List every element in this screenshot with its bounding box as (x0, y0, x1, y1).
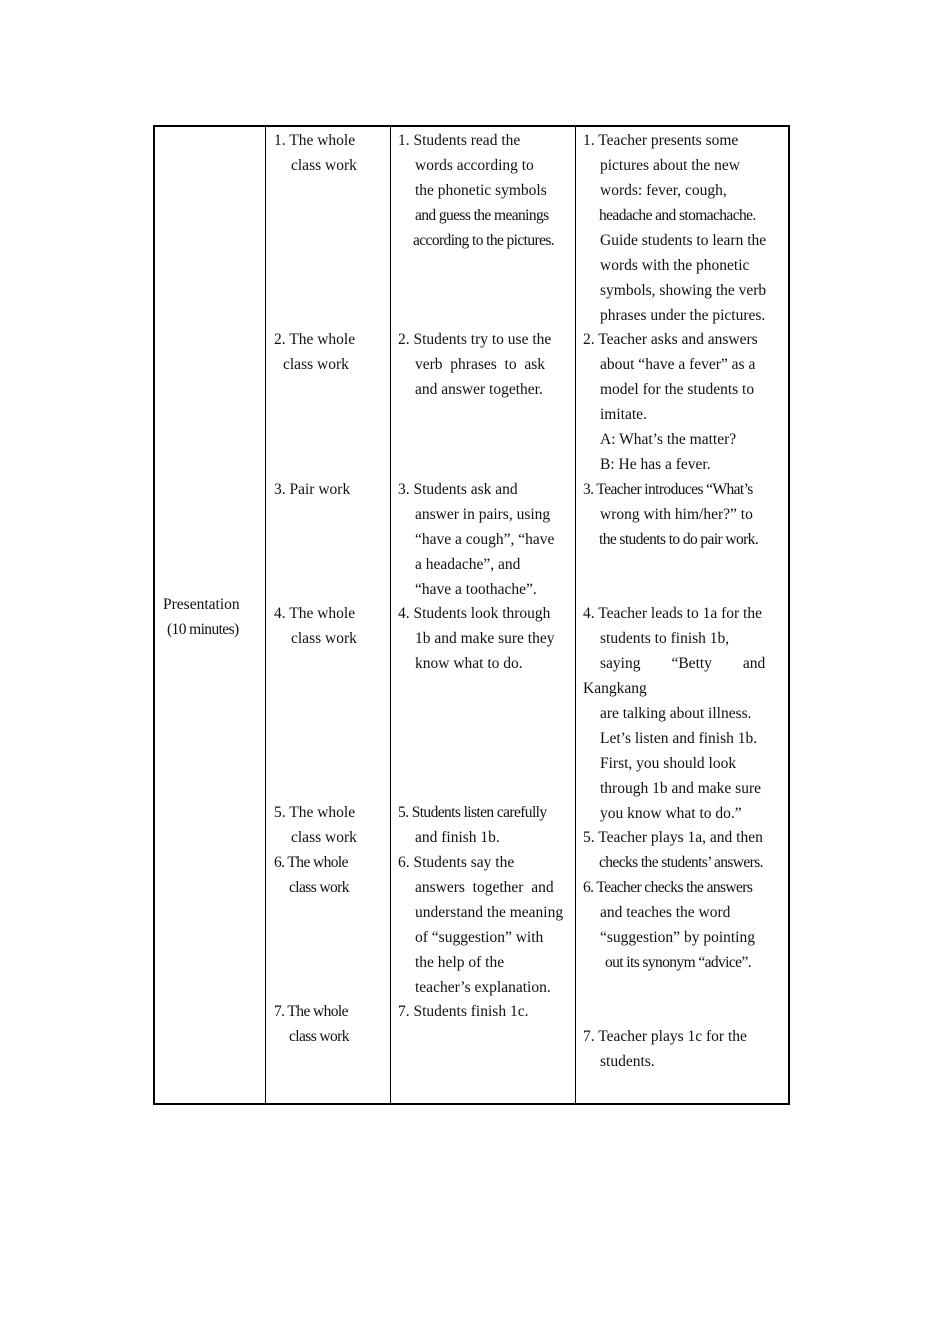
student-line: and guess the meanings (415, 207, 549, 224)
student-activity-cell (390, 127, 575, 1103)
student-line: 3. Students ask and (398, 481, 518, 498)
teacher-line: students to finish 1b, (600, 630, 730, 647)
student-line: a headache”, and (415, 556, 521, 573)
teacher-line: out its synonym “advice”. (605, 954, 751, 971)
teacher-line: 1. Teacher presents some (583, 132, 739, 149)
teacher-line: through 1b and make sure (600, 780, 761, 797)
teacher-line: imitate. (600, 406, 647, 423)
student-line: answer in pairs, using (415, 506, 551, 523)
teacher-line: pictures about the new (600, 157, 740, 174)
teacher-line: about “have a fever” as a (600, 356, 756, 373)
lesson-plan-table (153, 125, 790, 1105)
student-line: 4. Students look through (398, 605, 551, 622)
mode-3-line-1: 3. Pair work (274, 481, 351, 498)
student-line: understand the meaning (415, 904, 564, 921)
teacher-line: A: What’s the matter? (600, 431, 737, 448)
teacher-line: Guide students to learn the (600, 232, 767, 249)
student-line: verb phrases to ask (415, 356, 545, 373)
mode-1-line-1: 1. The whole (274, 132, 356, 149)
teacher-line: B: He has a fever. (600, 456, 711, 473)
teacher-activity-cell (575, 127, 790, 1103)
teacher-line: saying “Betty and (600, 655, 766, 672)
student-line: the phonetic symbols (415, 182, 547, 199)
teacher-line: wrong with him/her?” to (600, 506, 753, 523)
student-line: 7. Students finish 1c. (398, 1003, 529, 1020)
teacher-line: 5. Teacher plays 1a, and then (583, 829, 763, 846)
student-line: the help of the (415, 954, 505, 971)
student-line: 1. Students read the (398, 132, 521, 149)
student-line: of “suggestion” with (415, 929, 544, 946)
teacher-line: 3. Teacher introduces “What’s (583, 481, 753, 498)
student-line: answers together and (415, 879, 554, 896)
mode-7-line-1: 7. The whole (274, 1003, 348, 1020)
mode-2-line-1: 2. The whole (274, 331, 356, 348)
student-line: words according to (415, 157, 534, 174)
teacher-line: students. (600, 1053, 655, 1070)
mode-7-line-2: class work (289, 1028, 349, 1045)
student-line: according to the pictures. (413, 232, 555, 249)
student-line: and answer together. (415, 381, 543, 398)
teacher-line: are talking about illness. (600, 705, 752, 722)
mode-5-line-1: 5. The whole (274, 804, 356, 821)
student-line: 5. Students listen carefully (398, 804, 547, 821)
student-line: know what to do. (415, 655, 523, 672)
student-line: “have a toothache”. (415, 581, 537, 598)
stage-name: Presentation (163, 596, 240, 613)
mode-6-line-2: class work (289, 879, 349, 896)
teacher-line: 7. Teacher plays 1c for the (583, 1028, 747, 1045)
teacher-line: Let’s listen and finish 1b. (600, 730, 758, 747)
teacher-line: headache and stomachache. (599, 207, 756, 224)
teacher-line: model for the students to (600, 381, 755, 398)
student-line: “have a cough”, “have (415, 531, 555, 548)
teacher-line: “suggestion” by pointing (600, 929, 755, 946)
teacher-line: you know what to do.” (600, 805, 742, 822)
stage-cell (155, 127, 265, 1103)
stage-duration: (10 minutes) (167, 621, 239, 638)
teacher-line: Kangkang (583, 680, 647, 697)
mode-4-line-1: 4. The whole (274, 605, 356, 622)
teacher-line: 2. Teacher asks and answers (583, 331, 758, 348)
student-line: 1b and make sure they (415, 630, 555, 647)
mode-1-line-2: class work (291, 157, 357, 174)
teacher-line: 6. Teacher checks the answers (583, 879, 753, 896)
teacher-line: and teaches the word (600, 904, 731, 921)
student-line: 6. Students say the (398, 854, 515, 871)
teacher-line: First, you should look (600, 755, 737, 772)
student-line: and finish 1b. (415, 829, 500, 846)
mode-cell (265, 127, 390, 1103)
mode-4-line-2: class work (291, 630, 357, 647)
teacher-line: phrases under the pictures. (600, 307, 766, 324)
teacher-line: words: fever, cough, (600, 182, 727, 199)
teacher-line: words with the phonetic (600, 257, 750, 274)
student-line: 2. Students try to use the (398, 331, 552, 348)
mode-2-line-2: class work (283, 356, 349, 373)
teacher-line: symbols, showing the verb (600, 282, 767, 299)
teacher-line: checks the students’ answers. (599, 854, 763, 871)
mode-5-line-2: class work (291, 829, 357, 846)
mode-6-line-1: 6. The whole (274, 854, 348, 871)
student-line: teacher’s explanation. (415, 979, 551, 996)
teacher-line: 4. Teacher leads to 1a for the (583, 605, 762, 622)
teacher-line: the students to do pair work. (599, 531, 759, 548)
